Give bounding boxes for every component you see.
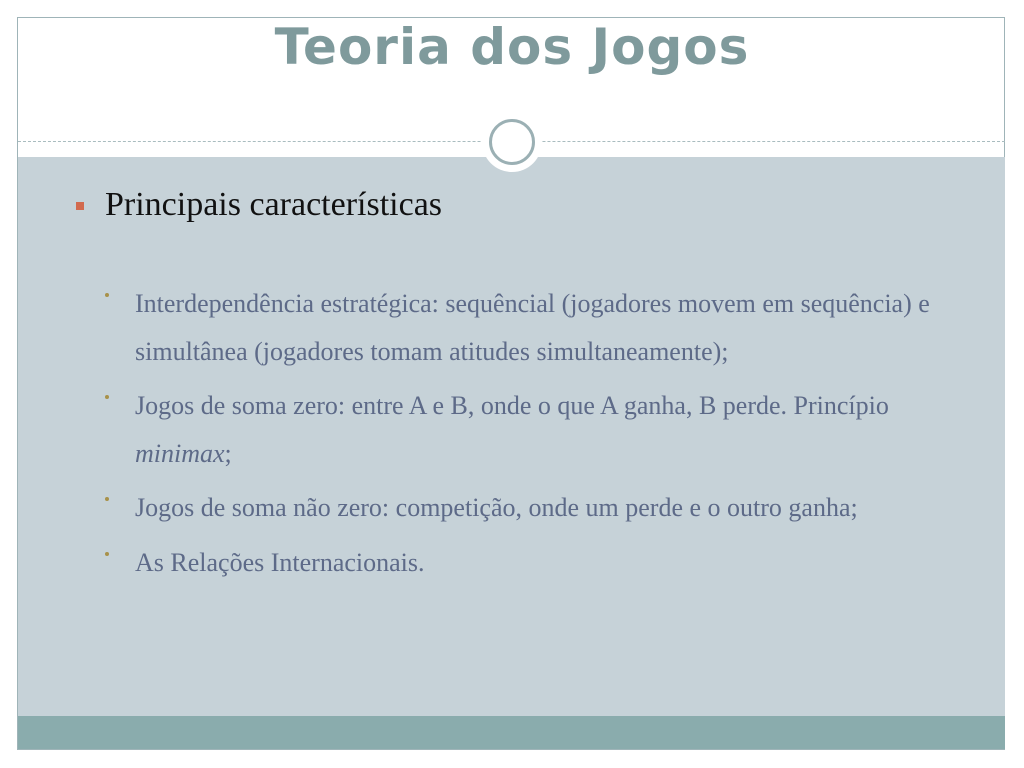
square-bullet-icon — [76, 202, 84, 210]
bullet-list — [104, 280, 934, 593]
main-heading: Principais características — [105, 186, 443, 223]
bullet-dot-icon — [105, 497, 109, 501]
slide-title: Teoria dos Jogos — [274, 18, 750, 76]
list-item-text — [135, 382, 934, 477]
list-item-italic-term: minimax — [135, 438, 225, 468]
list-item-text: Jogos de soma não zero: competição, onde um perde e o outro ganha; — [135, 493, 858, 522]
list-item — [104, 382, 934, 477]
list-item-text-part: Jogos de soma zero: entre A e B, onde o que A ganha, B perde. Princípio — [135, 391, 889, 420]
list-item-text: As Relações Internacionais. — [135, 547, 425, 577]
bullet-dot-icon — [105, 395, 109, 399]
bullet-dot-icon — [105, 293, 109, 297]
bullet-dot-icon — [105, 552, 109, 556]
list-item — [104, 484, 934, 532]
list-item-text-part: ; — [224, 438, 232, 468]
footer-band — [18, 716, 1005, 749]
list-item-text: Interdependência estratégica: sequêncial (jogadores movem em sequência) e simultânea (jogadores tomam atitudes simultaneamente); — [135, 289, 930, 366]
list-item — [104, 539, 934, 587]
list-item — [104, 280, 934, 375]
circle-ornament-icon — [482, 112, 542, 172]
